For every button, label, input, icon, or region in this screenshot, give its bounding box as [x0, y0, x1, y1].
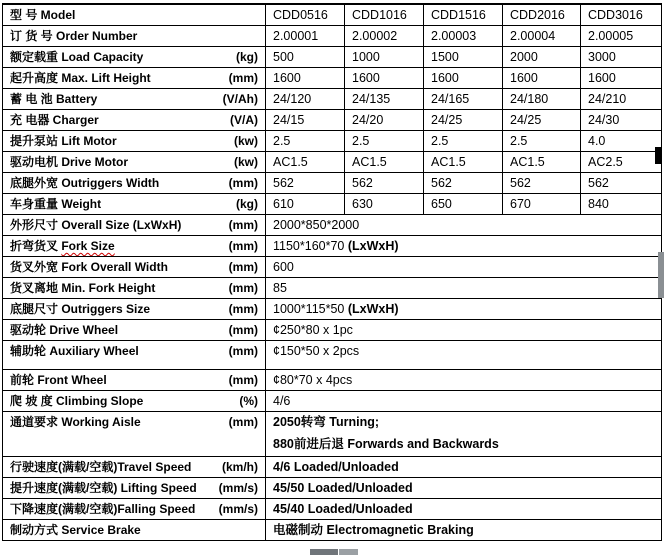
table-row	[3, 236, 662, 257]
merged-value-cell	[266, 412, 662, 457]
row-label-cell	[3, 341, 266, 370]
value-cell: 24/210	[581, 89, 662, 110]
table-row	[3, 391, 662, 412]
row-unit: (mm)	[228, 218, 258, 232]
row-label-cell	[3, 520, 266, 541]
row-label-cell	[3, 173, 266, 194]
value-cell: 1600	[581, 68, 662, 89]
row-label-cell	[3, 152, 266, 173]
row-unit: (kg)	[236, 50, 258, 64]
table-row	[3, 215, 662, 236]
value-cell: 650	[424, 194, 503, 215]
row-label: 通道要求 Working Aisle	[10, 415, 141, 429]
row-unit: (mm/s)	[218, 481, 258, 495]
horizontal-scrollbar-fragment[interactable]	[339, 549, 358, 555]
row-label-group	[10, 237, 115, 256]
value-text-bold: (LxWxH)	[347, 302, 399, 316]
row-label-group	[10, 521, 141, 540]
row-label-cell	[3, 499, 266, 520]
row-label-cell	[3, 131, 266, 152]
value-cell: 562	[345, 173, 424, 194]
table-row	[3, 47, 662, 68]
table-row	[3, 152, 662, 173]
spec-table	[2, 3, 662, 541]
table-row	[3, 257, 662, 278]
row-unit: (mm)	[228, 415, 258, 429]
value-cell: 670	[503, 194, 581, 215]
row-label-cell	[3, 215, 266, 236]
value-cell: 24/25	[503, 110, 581, 131]
value-cell: 1600	[266, 68, 345, 89]
row-label: 底腿外宽 Outriggers Width	[10, 176, 160, 190]
value-cell: 610	[266, 194, 345, 215]
value-line2: 880前进后退 Forwards and Backwards	[273, 437, 499, 451]
value-text: ¢250*80 x 1pc	[273, 323, 353, 337]
vertical-scrollbar-thumb[interactable]	[658, 252, 664, 298]
row-label-cell	[3, 299, 266, 320]
row-label-cell	[3, 257, 266, 278]
value-text: ¢80*70 x 4pcs	[273, 373, 353, 387]
value-cell: 2.5	[503, 131, 581, 152]
row-label-cell	[3, 412, 266, 457]
value-cell: 562	[424, 173, 503, 194]
merged-value-cell	[266, 391, 662, 412]
table-row	[3, 299, 662, 320]
merged-value-cell	[266, 236, 662, 257]
value-text-bold: (LxWxH)	[347, 239, 399, 253]
value-cell: 4.0	[581, 131, 662, 152]
row-unit: (mm/s)	[218, 502, 258, 516]
row-unit: (mm)	[228, 176, 258, 190]
row-unit: (V/Ah)	[222, 92, 258, 106]
value-cell: AC1.5	[266, 152, 345, 173]
row-label: 折弯货叉	[10, 239, 62, 253]
row-label: 驱动轮 Drive Wheel	[10, 323, 119, 337]
value-text-bold: 4/6 Loaded/Unloaded	[273, 460, 399, 474]
row-unit: (kw)	[234, 155, 258, 169]
value-cell: 562	[266, 173, 345, 194]
value-cell: 3000	[581, 47, 662, 68]
row-unit: (%)	[239, 394, 258, 408]
row-label-cell	[3, 478, 266, 499]
value-cell: 562	[503, 173, 581, 194]
row-unit: (mm)	[228, 281, 258, 295]
row-label: 下降速度(满载/空载)Falling Speed	[10, 502, 196, 516]
row-unit: (mm)	[228, 71, 258, 85]
row-label-group	[10, 300, 150, 319]
horizontal-scrollbar-fragment[interactable]	[310, 549, 338, 555]
table-row	[3, 478, 662, 499]
row-label-group	[10, 392, 143, 411]
row-label-cell	[3, 110, 266, 131]
table-row	[3, 320, 662, 341]
row-label-group	[10, 371, 107, 390]
row-unit: (kg)	[236, 197, 258, 211]
row-label-cell	[3, 320, 266, 341]
table-row	[3, 194, 662, 215]
value-cell: 1600	[345, 68, 424, 89]
merged-value-cell	[266, 457, 662, 478]
value-cell: 24/135	[345, 89, 424, 110]
row-label: 车身重量 Weight	[10, 197, 102, 211]
row-label-group	[10, 258, 168, 277]
value-cell: 24/165	[424, 89, 503, 110]
value-cell: 840	[581, 194, 662, 215]
value-cell: 24/180	[503, 89, 581, 110]
table-row	[3, 370, 662, 391]
row-label-cell	[3, 47, 266, 68]
table-row	[3, 520, 662, 541]
table-row	[3, 499, 662, 520]
table-row	[3, 278, 662, 299]
row-label-cell	[3, 457, 266, 478]
row-label-cell	[3, 4, 266, 26]
row-label-cell	[3, 278, 266, 299]
merged-value-cell	[266, 299, 662, 320]
row-unit: (mm)	[228, 239, 258, 253]
row-label-group	[10, 216, 181, 235]
row-label-group	[10, 321, 118, 340]
row-label: 货叉外宽 Fork Overall Width	[10, 260, 168, 274]
value-cell: 24/30	[581, 110, 662, 131]
value-text: 4/6	[273, 394, 291, 408]
row-label: 底腿尺寸 Outriggers Size	[10, 302, 151, 316]
row-label: 行驶速度(满载/空载)Travel Speed	[10, 460, 192, 474]
value-cell: 2.5	[266, 131, 345, 152]
merged-value-cell	[266, 257, 662, 278]
table-row	[3, 457, 662, 478]
value-cell: 1600	[503, 68, 581, 89]
row-label-group	[10, 279, 155, 298]
table-row	[3, 173, 662, 194]
value-cell: 2.00004	[503, 26, 581, 47]
table-row	[3, 412, 662, 457]
value-text: 1000*115*50	[273, 302, 348, 316]
table-row-model	[3, 4, 662, 26]
value-cell: 1500	[424, 47, 503, 68]
row-unit: (mm)	[228, 344, 258, 358]
row-label-group	[10, 479, 197, 498]
merged-value-cell	[266, 499, 662, 520]
row-label-group	[10, 458, 191, 477]
merged-value-cell	[266, 478, 662, 499]
model-cell: CDD1516	[424, 4, 503, 26]
value-cell: 24/25	[424, 110, 503, 131]
row-unit: (V/A)	[230, 113, 258, 127]
value-text-bold: 45/40 Loaded/Unloaded	[273, 502, 413, 516]
value-cell: AC2.5	[581, 152, 662, 173]
value-text: 85	[273, 281, 287, 295]
model-cell: CDD2016	[503, 4, 581, 26]
value-text: 600	[273, 260, 294, 274]
row-label: 爬 坡 度 Climbing Slope	[10, 394, 144, 408]
row-label: 提升速度(满载/空载) Lifting Speed	[10, 481, 197, 495]
value-cell: 24/20	[345, 110, 424, 131]
value-cell: 1000	[345, 47, 424, 68]
row-unit: (mm)	[228, 302, 258, 316]
value-cell: 2.00003	[424, 26, 503, 47]
row-label-cell	[3, 194, 266, 215]
value-text: ¢150*50 x 2pcs	[273, 344, 360, 358]
row-label: 蓄 电 池 Battery	[10, 92, 98, 106]
row-label: 辅助轮 Auxiliary Wheel	[10, 344, 139, 358]
row-label: 型 号 Model	[10, 8, 76, 22]
table-row	[3, 89, 662, 110]
model-cell: CDD1016	[345, 4, 424, 26]
row-label-group	[10, 500, 195, 519]
value-text-bold: 电磁制动 Electromagnetic Braking	[273, 523, 474, 537]
merged-value-cell	[266, 320, 662, 341]
value-cell: 2.5	[424, 131, 503, 152]
table-row	[3, 131, 662, 152]
table-row	[3, 68, 662, 89]
value-cell: 24/120	[266, 89, 345, 110]
value-cell: AC1.5	[503, 152, 581, 173]
row-unit: (mm)	[228, 323, 258, 337]
row-label-cell	[3, 68, 266, 89]
value-cell: 500	[266, 47, 345, 68]
model-cell: CDD0516	[266, 4, 345, 26]
row-label: 充 电器 Charger	[10, 113, 99, 127]
row-label: 驱动电机 Drive Motor	[10, 155, 129, 169]
row-unit: (km/h)	[222, 460, 258, 474]
value-text: 1150*160*70	[273, 239, 348, 253]
merged-value-cell	[266, 278, 662, 299]
row-unit: (mm)	[228, 260, 258, 274]
value-cell: 2.00001	[266, 26, 345, 47]
value-cell: 24/15	[266, 110, 345, 131]
row-label-cell	[3, 236, 266, 257]
value-cell: 630	[345, 194, 424, 215]
merged-value-cell	[266, 215, 662, 236]
row-label-cell	[3, 26, 266, 47]
row-label-cell	[3, 391, 266, 412]
row-label: 货叉离地 Min. Fork Height	[10, 281, 156, 295]
model-cell: CDD3016	[581, 4, 662, 26]
merged-value-cell	[266, 370, 662, 391]
value-cell: 2000	[503, 47, 581, 68]
value-cell: 1600	[424, 68, 503, 89]
value-cell: 562	[581, 173, 662, 194]
merged-value-cell	[266, 341, 662, 370]
row-label-cell	[3, 89, 266, 110]
row-label: 订 货 号 Order Number	[10, 29, 138, 43]
row-label: 额定载重 Load Capacity	[10, 50, 144, 64]
row-label: 起升高度 Max. Lift Height	[10, 71, 151, 85]
value-cell: 2.00005	[581, 26, 662, 47]
row-label-cell	[3, 370, 266, 391]
value-cell: AC1.5	[345, 152, 424, 173]
value-cell: 2.5	[345, 131, 424, 152]
row-label-misspelled: Fork Size	[61, 239, 115, 253]
table-row	[3, 110, 662, 131]
value-text-bold: 45/50 Loaded/Unloaded	[273, 481, 413, 495]
value-cell: 2.00002	[345, 26, 424, 47]
value-text-bold: 2050转弯 Turning;	[273, 415, 380, 429]
value-cell: AC1.5	[424, 152, 503, 173]
row-label: 提升泵站 Lift Motor	[10, 134, 117, 148]
right-edge-mark	[655, 147, 662, 164]
table-row	[3, 26, 662, 47]
row-label: 外形尺寸 Overall Size (LxWxH)	[10, 218, 182, 232]
row-label-group	[10, 413, 141, 432]
row-unit: (kw)	[234, 134, 258, 148]
row-label: 前轮 Front Wheel	[10, 373, 107, 387]
row-unit: (mm)	[228, 373, 258, 387]
merged-value-cell	[266, 520, 662, 541]
value-text: 2000*850*2000	[273, 218, 360, 232]
row-label: 制动方式 Service Brake	[10, 523, 141, 537]
table-row	[3, 341, 662, 370]
row-label-group	[10, 342, 139, 361]
